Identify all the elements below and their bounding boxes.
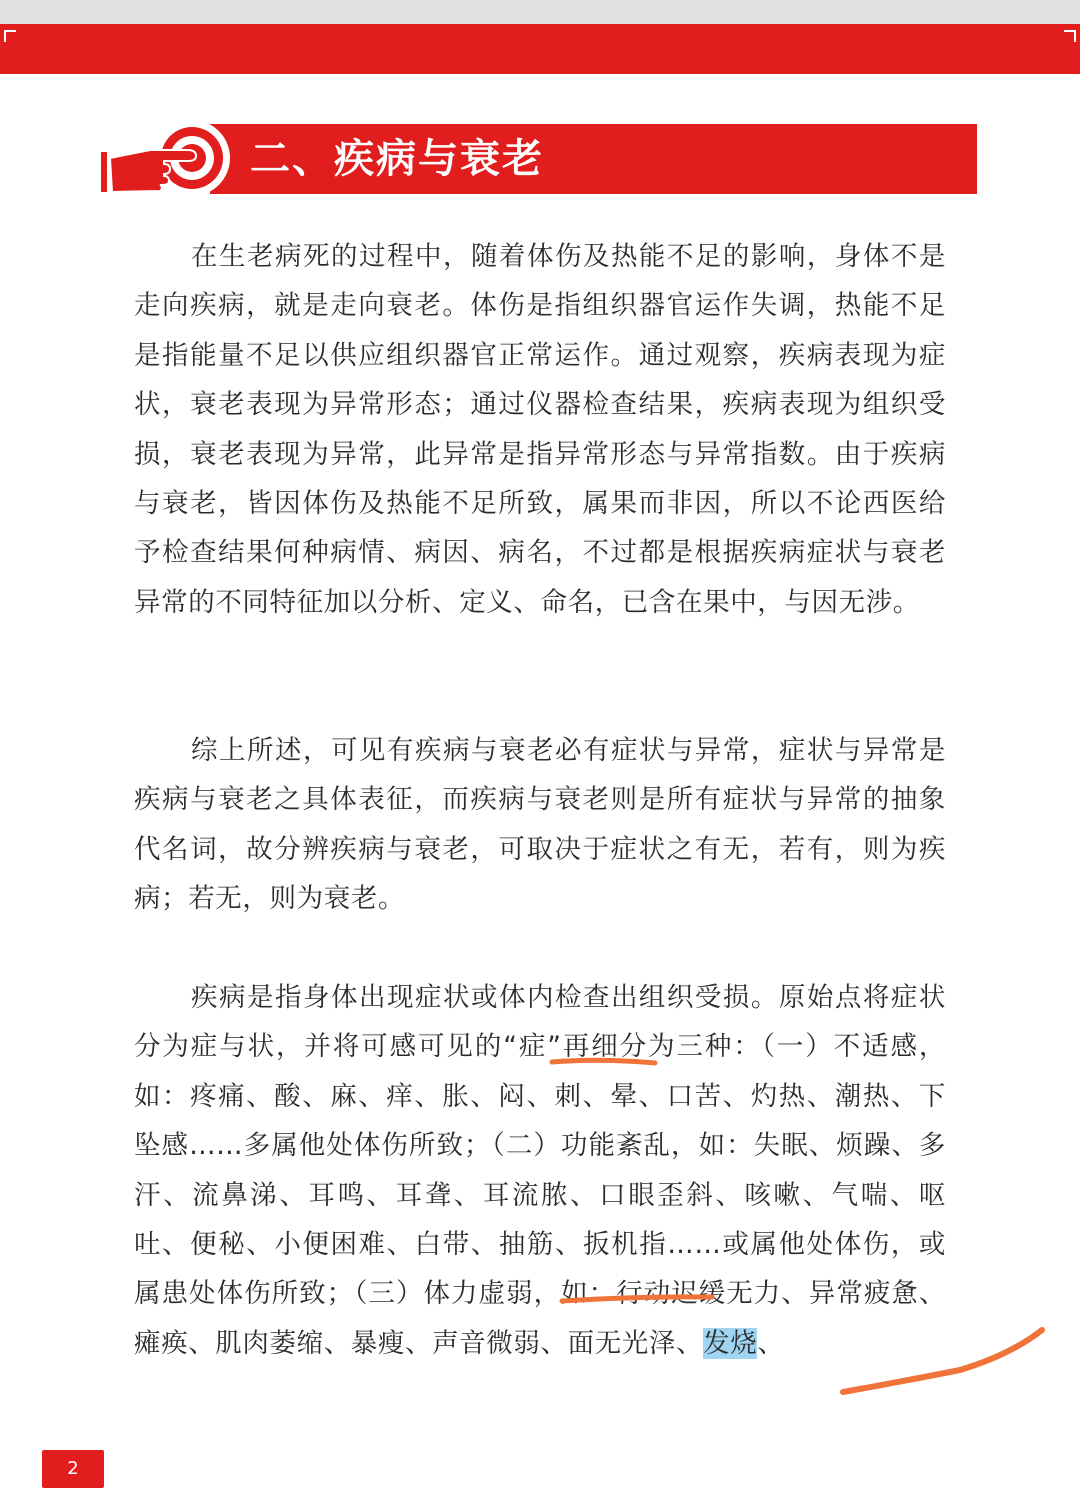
page-number: 2 (42, 1450, 104, 1488)
crop-mark-right (1064, 30, 1076, 42)
top-gray-strip (0, 0, 1080, 24)
paragraph-1: 在生老病死的过程中，随着体伤及热能不足的影响，身体不是走向疾病，就是走向衰老。体伤是指组织器官运作失调，热能不足是指能量不足以供应组织器官正常运作。通过观察，疾病表现为症状，衰老表现为异常形态；通过仪器检查结果，疾病表现为组织受损，衰老表现为异常，此异常是指异常形态与异常指数。由于疾病与衰老，皆因体伤及热能不足所致，属果而非因，所以不论西医给予检查结果何种病情、病因、病名，不过都是根据疾病症状与衰老异常的不同特征加以分析、定义、命名，已含在果中，与因无涉。 (134, 241, 946, 618)
pointing-hand-target-icon (98, 118, 238, 198)
crop-mark-left (4, 30, 16, 42)
paragraph-3 (134, 973, 946, 1368)
paragraph-3-tail: 、 (757, 1327, 785, 1359)
highlighted-text: 发烧 (703, 1327, 758, 1359)
paragraph-2: 综上所述，可见有疾病与衰老必有症状与异常，症状与异常是疾病与衰老之具体表征，而疾病与衰老则是所有症状与异常的抽象代名词，故分辨疾病与衰老，可取决于症状之有无，若有，则为疾病；若无，则为衰老。 (134, 735, 946, 915)
top-red-band (0, 24, 1080, 74)
section-title: 二、疾病与衰老 (250, 136, 544, 182)
paragraph-3-text: 疾病是指身体出现症状或体内检查出组织受损。原始点将症状分为症与状，并将可感可见的“症”再细分为三种：（一）不适感，如：疼痛、酸、麻、痒、胀、闷、刺、晕、口苦、灼热、潮热、下坠感……多属他处体伤所致；（二）功能紊乱，如：失眠、烦躁、多汗、流鼻涕、耳鸣、耳聋、耳流脓、口眼歪斜、咳嗽、气喘、呕吐、便秘、小便困难、白带、抽筋、扳机指……或属他处体伤，或属患处体伤所致；（三）体力虚弱，如：行动迟缓无力、异常疲惫、瘫痪、肌肉萎缩、暴瘦、声音微弱、面无光泽、 (134, 982, 946, 1359)
